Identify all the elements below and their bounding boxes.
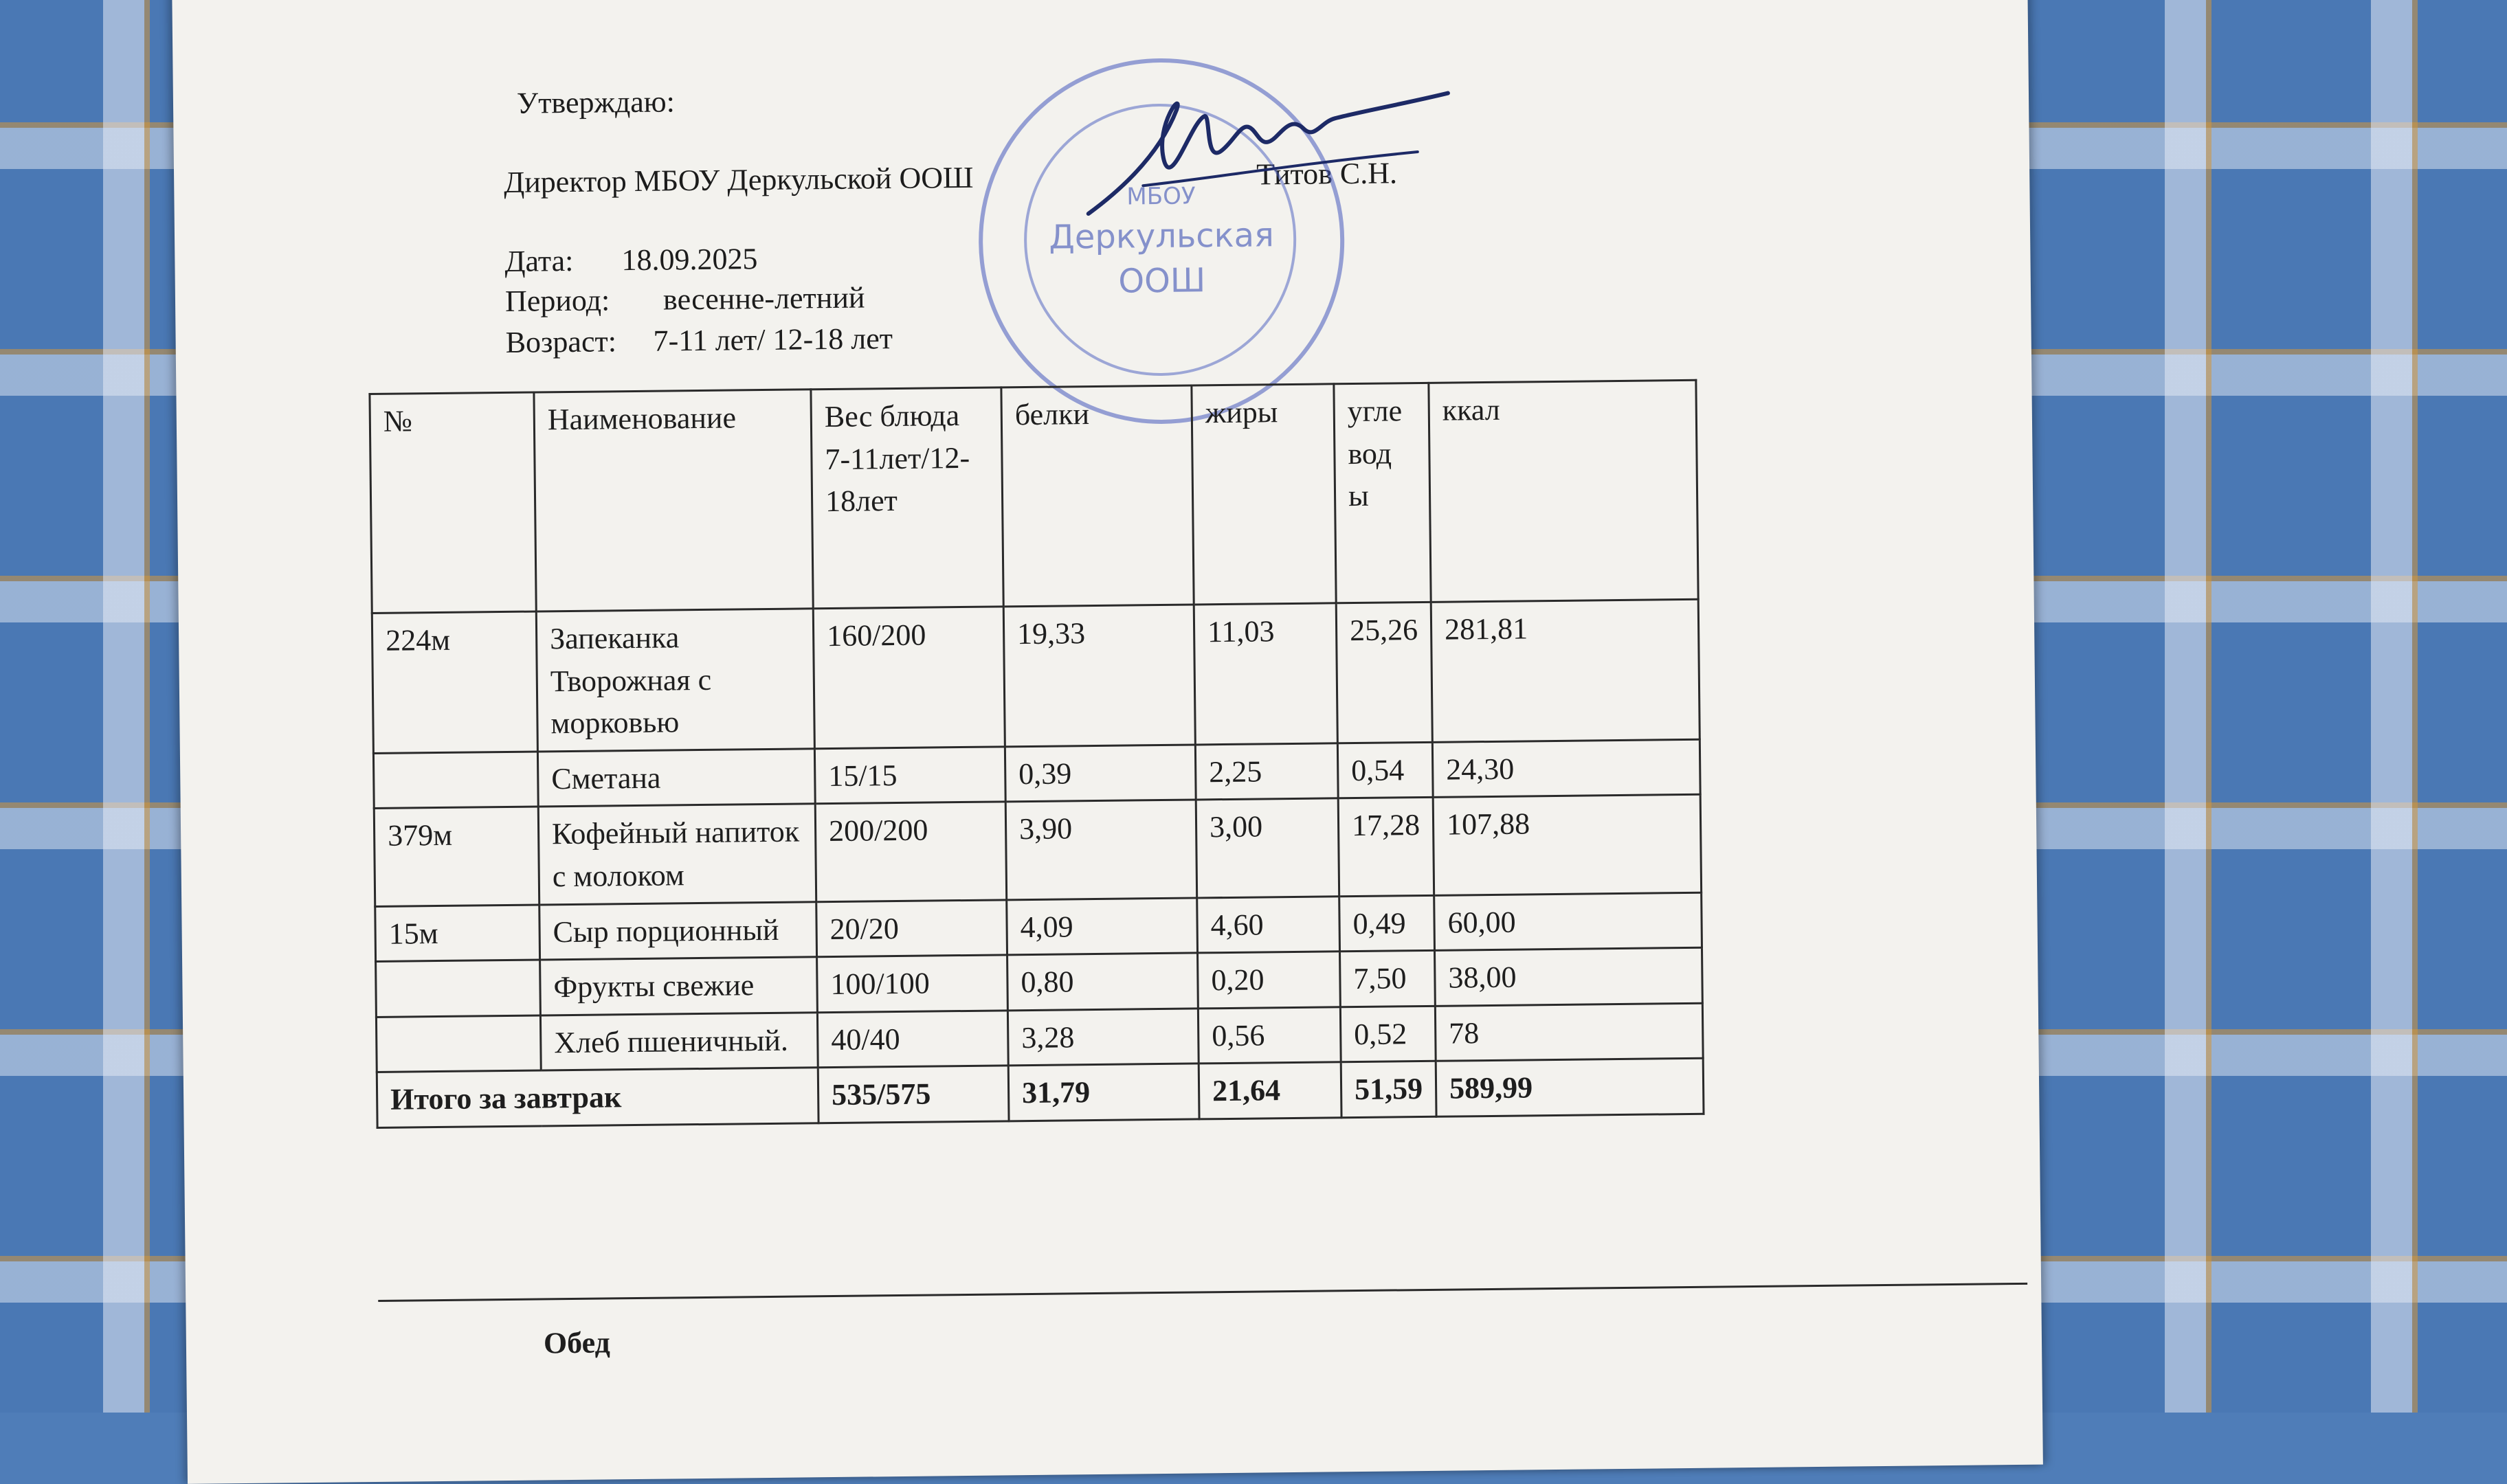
- director-title: Директор МБОУ Деркульской ООШ: [503, 160, 974, 199]
- row-fats: 3,00: [1196, 798, 1339, 897]
- row-proteins: 3,28: [1007, 1009, 1199, 1066]
- row-weight: 100/100: [817, 955, 1008, 1012]
- header-carbs: угле вод ы: [1334, 383, 1431, 603]
- age-value: 7-11 лет/ 12-18 лет: [653, 322, 893, 358]
- row-proteins: 4,09: [1007, 898, 1198, 955]
- row-dish: Сметана: [537, 749, 815, 807]
- row-number: 224м: [372, 611, 537, 753]
- row-proteins: 0,80: [1007, 953, 1199, 1010]
- table-header-row: [370, 380, 1698, 613]
- row-carbs: 25,26: [1336, 602, 1432, 743]
- row-dish: Кофейный напиток с молоком: [538, 804, 816, 904]
- period-label: Период:: [504, 283, 610, 318]
- row-fats: 11,03: [1194, 603, 1337, 745]
- total-kcal: 589,99: [1436, 1059, 1704, 1117]
- approve-label: Утверждаю:: [516, 85, 676, 120]
- table-row: [374, 795, 1701, 906]
- row-weight: 40/40: [817, 1011, 1008, 1068]
- header-kcal: ккал: [1429, 380, 1698, 602]
- row-dish: Сыр порционный: [539, 901, 817, 960]
- row-carbs: 7,50: [1340, 950, 1436, 1007]
- period-value: весенне-летний: [662, 280, 865, 317]
- row-kcal: 78: [1435, 1003, 1703, 1061]
- row-fats: 0,56: [1198, 1007, 1341, 1064]
- row-carbs: 0,49: [1339, 895, 1435, 952]
- header-number: №: [370, 392, 536, 613]
- menu-document: [172, 0, 2043, 1484]
- date-value: 18.09.2025: [621, 242, 758, 278]
- date-label: Дата:: [504, 243, 574, 278]
- row-dish: Запеканка Творожная с морковью: [536, 609, 814, 752]
- table-row: [372, 599, 1700, 753]
- total-proteins: 31,79: [1008, 1064, 1199, 1121]
- row-kcal: 24,30: [1432, 739, 1700, 798]
- row-number: [376, 960, 541, 1017]
- age-label: Возраст:: [505, 324, 617, 359]
- row-proteins: 0,39: [1005, 745, 1196, 802]
- row-weight: 15/15: [814, 747, 1005, 804]
- row-fats: 2,25: [1195, 743, 1338, 800]
- row-carbs: 0,52: [1340, 1006, 1436, 1062]
- stamp-line-2: Деркульская: [1049, 216, 1275, 257]
- row-weight: 200/200: [815, 802, 1006, 901]
- row-weight: 160/200: [813, 607, 1005, 749]
- total-fats: 21,64: [1199, 1062, 1341, 1119]
- row-number: [373, 752, 538, 809]
- row-kcal: 281,81: [1431, 599, 1700, 742]
- row-fats: 4,60: [1197, 896, 1340, 953]
- director-name: Титов С.Н.: [1256, 156, 1398, 192]
- row-kcal: 38,00: [1435, 947, 1703, 1006]
- row-number: [376, 1015, 541, 1072]
- stamp-line-3: ООШ: [1118, 261, 1206, 301]
- row-carbs: 17,28: [1338, 798, 1434, 897]
- row-proteins: 3,90: [1005, 800, 1196, 899]
- section-divider: [378, 1283, 2027, 1302]
- header-fats: жиры: [1192, 384, 1336, 605]
- row-dish: Фрукты свежие: [540, 957, 818, 1015]
- row-proteins: 19,33: [1003, 605, 1195, 747]
- total-label: Итого за завтрак: [377, 1068, 818, 1127]
- row-kcal: 107,88: [1433, 795, 1701, 895]
- row-number: 15м: [375, 905, 540, 962]
- lunch-heading: Обед: [543, 1325, 611, 1360]
- row-dish: Хлеб пшеничный.: [540, 1012, 818, 1070]
- row-fats: 0,20: [1198, 952, 1341, 1009]
- menu-table: [368, 379, 1704, 1129]
- row-number: 379м: [374, 807, 539, 906]
- row-weight: 20/20: [816, 899, 1007, 956]
- row-kcal: 60,00: [1434, 892, 1702, 951]
- header-name: Наименование: [534, 390, 813, 611]
- header-weight: Вес блюда 7-11лет/12-18лет: [811, 387, 1003, 609]
- total-weight: 535/575: [818, 1066, 1009, 1123]
- total-carbs: 51,59: [1341, 1061, 1436, 1118]
- stamp-line-1: МБОУ: [1126, 182, 1196, 211]
- header-proteins: белки: [1001, 385, 1194, 607]
- director-signature: [1073, 79, 1460, 227]
- row-carbs: 0,54: [1337, 742, 1433, 798]
